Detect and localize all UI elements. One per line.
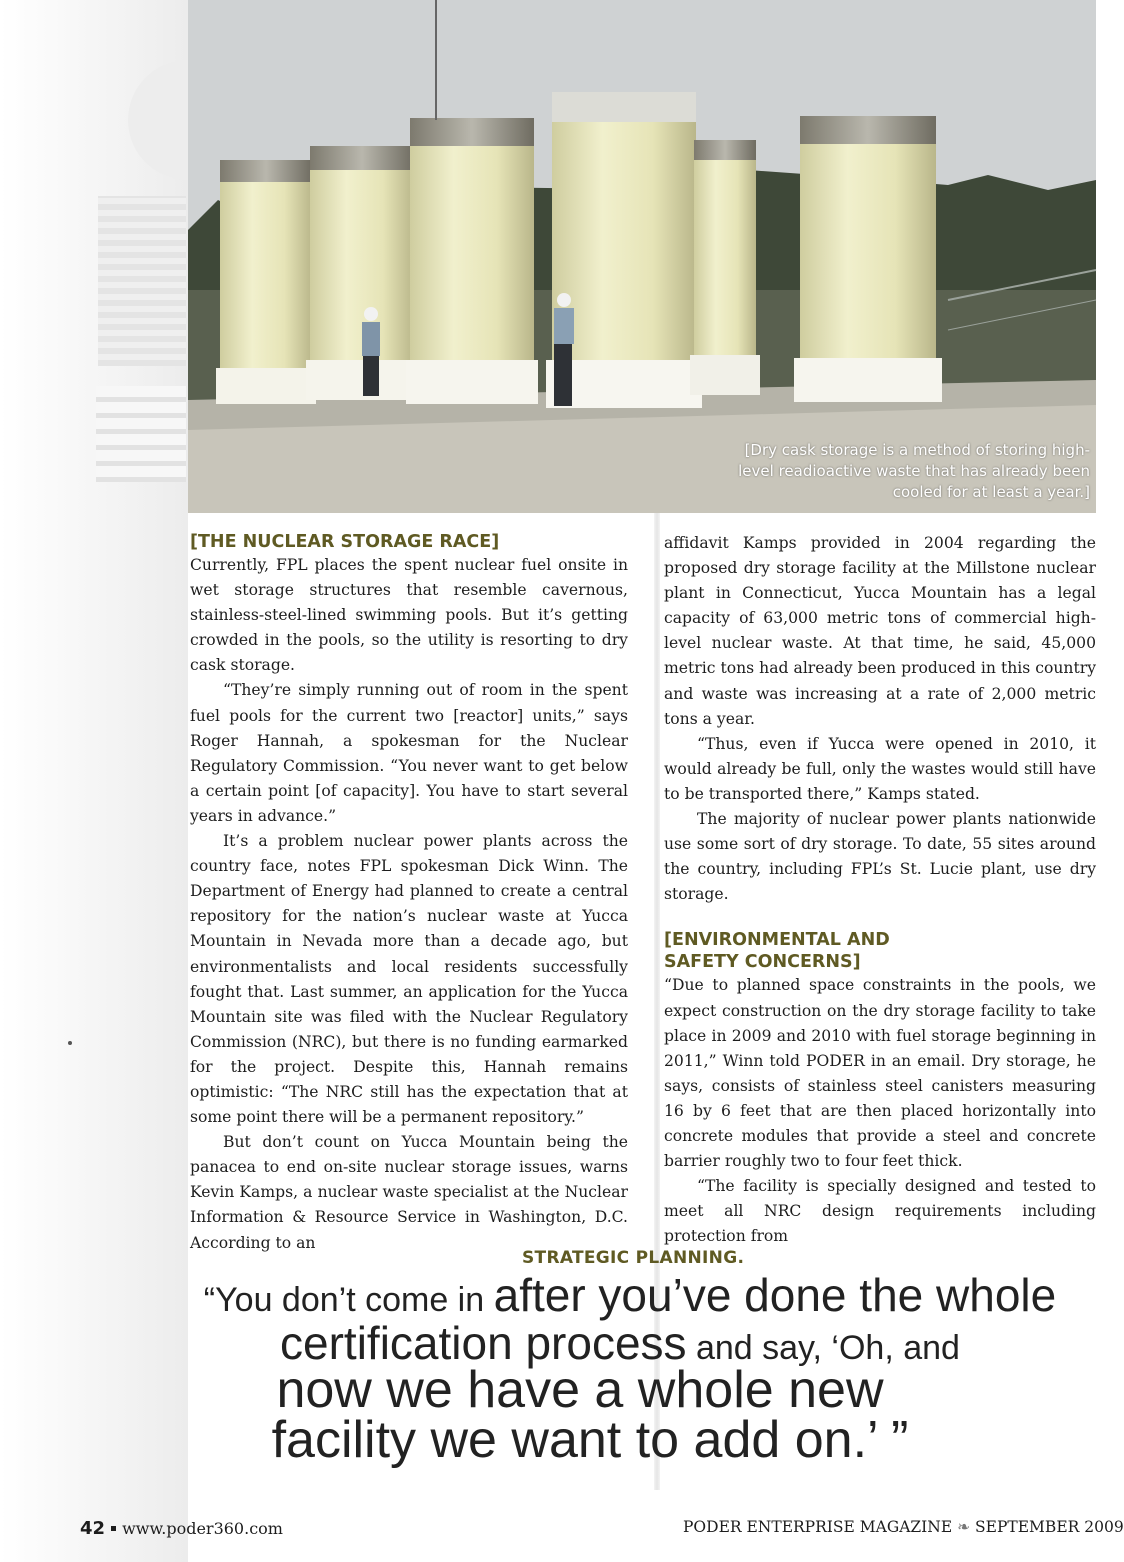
heading-line: [ENVIRONMENTAL AND [664,930,890,951]
facing-page-text-ghost [96,386,186,482]
ornament-icon: ❧ [957,1518,971,1536]
paragraph: “They’re simply running out of room in the spent fuel pools for the current two [reactor] units,” says Roger Hannah, a spokesman for the Nuclear Regulatory Commission. “You never want to get below a certain point [of capacity]. You have to start several years in advance.” [190,681,628,825]
magazine-name: PODER ENTERPRISE MAGAZINE [683,1518,953,1536]
pull-quote-text: certification process [280,1317,687,1369]
paragraph: “Thus, even if Yucca were opened in 2010, it would already be full, only the wastes would still have to be transported there,” Kamps stated. [664,734,1096,803]
pull-quote-text: after you’ve done the whole [493,1269,1057,1321]
section-heading-storage-race: [THE NUCLEAR STORAGE RACE] [190,532,500,552]
bullet-icon [111,1526,116,1531]
worker-2 [554,293,574,406]
issue-date: SEPTEMBER 2009 [975,1518,1124,1536]
paragraph: It’s a problem nuclear power plants across the country face, notes FPL spokesman Dick Winn. The Department of Energy had planned to create a central repository for the nation’s nuclear waste at Yucca Mountain in Nevada more than a decade ago, but environmentalists and local residents successfully fought that. Last summer, an application for the Yucca Mountain site was filed with the Nuclear Regulatory Commission (NRC), but there is no funding earmarked for the project. Despite this, Hannah remains optimistic: “The NRC still has the expectation that at some point there will be a permanent repository.” [190,832,628,1127]
dry-cask-illustration [188,0,1096,513]
pull-quote-kicker: STRATEGIC PLANNING. [522,1248,745,1268]
photo-caption: [Dry cask storage is a method of storing high-level readioactive waste that has already been cooled for at least a year.] [738,441,1090,501]
footer-left [80,1518,283,1539]
paragraph: Currently, FPL places the spent nuclear fuel onsite in wet storage structures that resemble cavernous, stainless-steel-lined swimming pools. But it’s getting crowded in the pools, so the utility is resorting to dry cask storage. [190,556,628,675]
paragraph: But don’t count on Yucca Mountain being the panacea to end on-site nuclear storage issues, warns Kevin Kamps, a nuclear waste specialist at the Nuclear Information & Resource Service in Washington, D.C. According to an [190,1133,628,1252]
storage-cask-5 [690,140,760,395]
facing-page-qr-ghost [98,196,186,366]
storage-cask-3 [406,118,538,404]
dry-cask-photo [188,0,1096,513]
pull-quote-text: facility we want to add on.’ ” [271,1411,909,1469]
page-number: 42 [80,1518,106,1539]
pull-quote-text: and say, ‘Oh, and [686,1329,960,1367]
paragraph: “Due to planned space constraints in the pools, we expect construction on the dry storage facility to take place in 2009 and 2010 with fuel storage beginning in 2011,” Winn told PODER in an email. Dry storage, he says, consists of stainless steel canisters measuring 16 by 6 feet that are then placed horizontally into concrete modules that provide a steel and concrete barrier roughly two to four feet thick. [664,976,1096,1171]
paragraph: “The facility is specially designed and tested to meet all NRC design requirements including protection from [664,1177,1096,1246]
pull-quote-line-4 [110,1410,1070,1470]
scan-speck [68,1041,72,1045]
pull-quote-text: now we have a whole new [276,1361,884,1419]
footer-right [683,1518,1124,1536]
website-url[interactable]: www.poder360.com [122,1519,283,1538]
storage-cask-2 [306,146,418,400]
heading-line: SAFETY CONCERNS] [664,952,861,973]
left-column [190,531,628,1256]
paragraph: The majority of nuclear power plants nationwide use some sort of dry storage. To date, 55 sites around the country, including FPL’s St. Lucie plant, use dry storage. [664,810,1096,904]
pull-quote-text: “You don’t come in [203,1281,494,1319]
pull-quote-line-1 [150,1268,1110,1322]
right-column [664,531,1096,1249]
paragraph: affidavit Kamps provided in 2004 regarding the proposed dry storage facility at the Millstone nuclear plant in Connecticut, Yucca Mountain has a legal capacity of 63,000 metric tons of commercial high-level nuclear waste. At that time, he said, 45,000 metric tons had already been produced in this country and waste was increasing at a rate of 2,000 metric tons a year. [664,534,1096,728]
storage-cask-6 [794,116,942,402]
storage-cask-1 [216,160,316,404]
section-heading-environmental [664,929,1096,973]
